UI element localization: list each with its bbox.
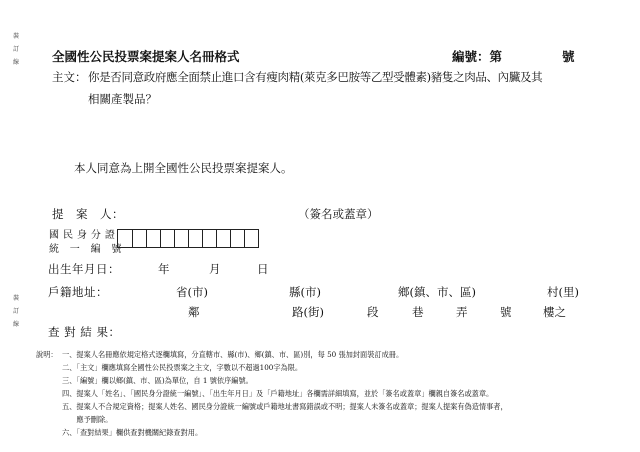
proposer-label: 提 案 人： [52, 207, 124, 221]
note-item: 二、「主文」欄應填寫全國性公民投票案之主文，字數以不超過100字為限。 [62, 363, 303, 372]
note-item: 四、提案人「姓名」、「國民身分證統一編號」、「出生年月日」及「戶籍地址」各欄需詳細填寫，並於「簽名或蓋章」欄親自簽名或蓋章。 [62, 389, 494, 398]
addr-section-label: 段 [367, 305, 379, 319]
addr-province-label: 省(市) [176, 285, 208, 299]
note-item: 五、提案人不合規定資格；提案人姓名、國民身分證統一編號或戶籍地址書寫錯誤或不明；提案人未簽名或蓋章；提案人提案有偽造情事者， [62, 402, 508, 411]
id-box-divider [146, 230, 147, 247]
address-label: 戶籍地址： [48, 285, 108, 299]
birth-date-label: 出生年月日： [48, 262, 120, 276]
serial-number-suffix: 號 [562, 49, 575, 64]
birth-day-label: 日 [257, 262, 269, 276]
birth-year-label: 年 [158, 262, 170, 276]
serial-number-label: 編號：第 [452, 49, 503, 64]
birth-month-label: 月 [209, 262, 221, 276]
addr-neighborhood-label: 鄰 [188, 305, 200, 319]
topic-label: 主文： [52, 70, 87, 84]
note-item: 應予刪除。 [62, 415, 113, 424]
id-box-divider [216, 230, 217, 247]
id-box-divider [160, 230, 161, 247]
addr-village-label: 村(里) [547, 285, 579, 299]
id-box-divider [244, 230, 245, 247]
notes-label: 說明： [36, 350, 58, 359]
addr-road-label: 路(街) [292, 305, 324, 319]
binding-line-mark-top: 裝訂線 [12, 33, 19, 66]
check-result-label: 查 對 結 果： [48, 325, 121, 339]
addr-number-label: 號 [500, 305, 512, 319]
id-box-divider [132, 230, 133, 247]
note-item: 六、「查對結果」欄供查對機關紀錄查對用。 [62, 428, 203, 437]
note-item: 三、「編號」欄以鄉(鎮、市、區)為單位，自 1 號依序編號。 [62, 376, 253, 385]
topic-line-1: 你是否同意政府應全面禁止進口含有瘦肉精(萊克多巴胺等乙型受體素)豬隻之肉品、內臟及其 [88, 70, 543, 84]
consent-statement: 本人同意為上開全國性公民投票案提案人。 [74, 161, 293, 175]
form-title: 全國性公民投票案提案人名冊格式 [52, 49, 240, 64]
note-item: 一、提案人名冊應依規定格式逐欄填寫，分直轄市、縣(市)、鄉(鎮、市、區)別，每 50 張加封面裝訂成冊。 [62, 350, 404, 359]
topic-line-2: 相關產製品？ [88, 92, 157, 106]
addr-county-label: 縣(市) [289, 285, 321, 299]
addr-floor-label: 樓之 [543, 305, 566, 319]
addr-alley-label: 弄 [456, 305, 468, 319]
id-label-line-1: 國 民 身 分 證 [49, 230, 116, 241]
signature-hint: （簽名或蓋章） [298, 207, 379, 221]
id-box-divider [188, 230, 189, 247]
id-number-boxes[interactable] [117, 229, 259, 248]
addr-township-label: 鄉(鎮、市、區) [398, 285, 476, 299]
binding-line-mark-bottom: 裝訂線 [12, 295, 19, 328]
id-label-line-2: 統 一 編 號 [49, 244, 122, 255]
id-box-divider [230, 230, 231, 247]
id-box-divider [202, 230, 203, 247]
addr-lane-label: 巷 [412, 305, 424, 319]
id-box-divider [174, 230, 175, 247]
